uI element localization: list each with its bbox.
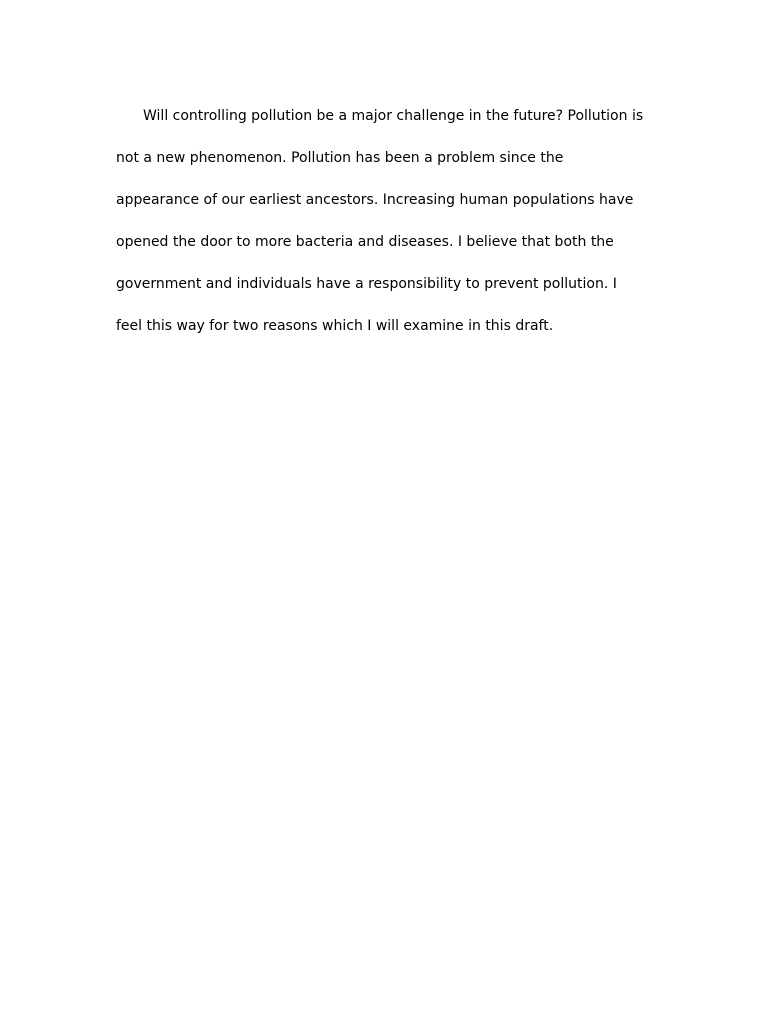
paragraph-line: opened the door to more bacteria and diseases. I believe that both the	[116, 234, 614, 250]
paragraph-line: government and individuals have a responsibility to prevent pollution. I	[116, 276, 617, 292]
paragraph-line: not a new phenomenon. Pollution has been a problem since the	[116, 150, 564, 166]
paragraph-line: feel this way for two reasons which I will examine in this draft.	[116, 318, 554, 334]
paragraph-line: Will controlling pollution be a major challenge in the future? Pollution is	[143, 108, 644, 124]
paragraph-line: appearance of our earliest ancestors. Increasing human populations have	[116, 192, 634, 208]
essay-paragraph	[116, 104, 676, 356]
